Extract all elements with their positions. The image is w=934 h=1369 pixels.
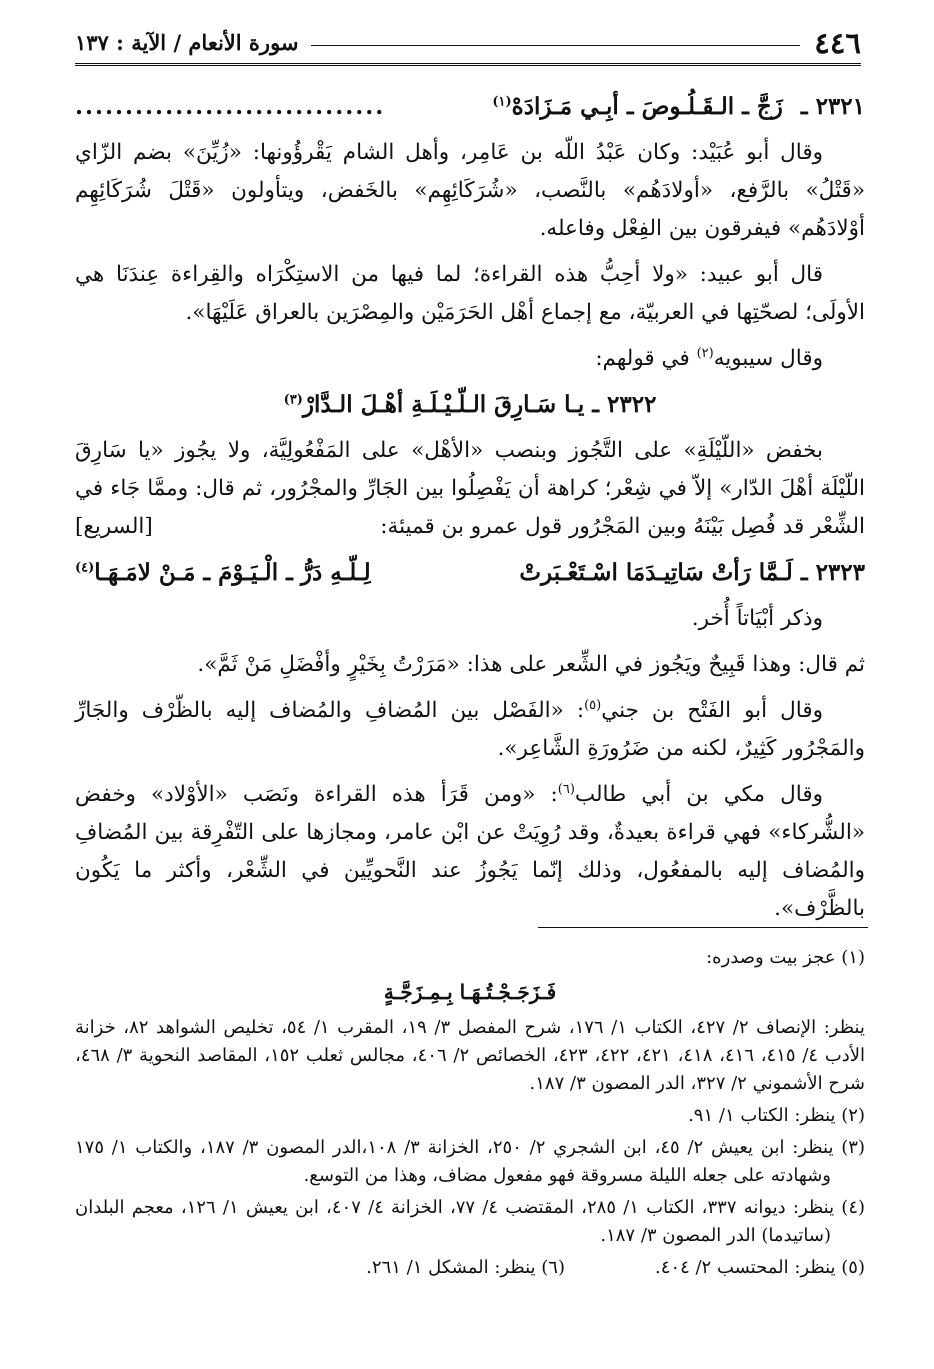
- verse-line: زَجَّ ـ الـقَـلُـوصَ ـ أبِـي مَـزَادَهْ: [511, 93, 783, 120]
- main-text: [75, 84, 865, 936]
- paragraph-text: : «ومن قَرَأ هذه القراءة ونَصَب «الأوْلاد» وخفض «الشُّركاء» فهي قراءة بعيدةٌ، وقد رُوِيَتْ عن ابْن عامر، ومجازها على التّفْرِقة بين المُضافِ والمُضاف إليه بالمفعُول، وذلك إنّما يَجُوزُ عند النَّحويِّين في الشِّعْر، وأكثر ما يَكُون بالظَّرْف».: [75, 782, 865, 921]
- paragraph: [75, 600, 865, 638]
- running-title: سورة الأنعام / الآية : ١٣٧: [75, 30, 299, 55]
- paragraph: [75, 134, 865, 248]
- footnote-ref[interactable]: (٤): [75, 560, 95, 576]
- footnote-ref[interactable]: (٣): [283, 392, 303, 408]
- footnote-5: (٥) ينظر: المحتسب ٢/ ٤٠٤.: [655, 1257, 865, 1278]
- paragraph-text: قال أبو عبيد: «ولا أحِبُّ هذه القراءة؛ لما فيها من الاستِكْرَاه والقِراءة عِندَنَا هي الأولَى؛ لصحّتِها في العربيّة، مع إجماع أهْل الحَرَمَيْن والمِصْرَين بالعراق عَلَيْهَا».: [75, 262, 865, 325]
- paragraph-text: وقال أبو الفَتْح بن جني: [601, 698, 823, 723]
- paragraph-text: في قولهم:: [595, 346, 697, 371]
- footnote-ref[interactable]: (١): [492, 94, 512, 110]
- verse-number: ٢٣٢١ ـ: [800, 93, 865, 120]
- paragraph-text: : «الفَصْل بين المُضافِ والمُضاف إليه بالظّرْف والجَارِّ والمَجْرُور كَثِيرٌ، لكنه من ضَرُورَةِ الشَّاعِر».: [75, 698, 865, 761]
- paragraph: [75, 432, 865, 546]
- verse-2322: [75, 386, 865, 424]
- verse-dots: ...............................: [75, 93, 386, 120]
- footnote-ref[interactable]: (٥): [584, 697, 602, 713]
- page-number: ٤٤٦: [814, 25, 861, 60]
- footnote-2: (٢) ينظر: الكتاب ١/ ٩١.: [688, 1105, 865, 1126]
- paragraph: [75, 692, 865, 768]
- page-header: [75, 22, 861, 66]
- footnote-separator: [538, 927, 868, 928]
- paragraph-text: وقال مكي بن أبي طالب: [574, 782, 823, 807]
- paragraph-text: وقال أبو عُبَيْد: وكان عَبْدُ اللّه بن عَامِر، وأهل الشام يَقْرؤُونها: «زُيِّنَ» بضم الزّاي «قَتْلُ» بالرَّفع، «أولادَهُم» بالنَّصب، «شُرَكَائِهِم» بالخَفض، ويتأولون «قَتْلَ شُرَكَائِهِم أوْلادَهُم» فيفرقون بين الفِعْل وفاعله.: [75, 140, 865, 241]
- paragraph-text: وقال سيبويه: [713, 346, 823, 371]
- paragraph: [75, 646, 865, 684]
- footnote-1-refs: ينظر: الإنصاف ٢/ ٤٢٧، الكتاب ١/ ١٧٦، شرح المفصل ٣/ ١٩، المقرب ١/ ٥٤، تخليص الشواهد ٨٢، خزانة الأدب ٤/ ٤١٥، ٤١٦، ٤١٨، ٤٢١، ٤٢٢، ٤٢٣، الخصائص ٢/ ٤٠٦، مجالس ثعلب ١٥٢، المقاصد النحوية ٣/ ٤٦٨، شرح الأشموني ٢/ ٣٢٧، الدر المصون ٣/ ١٨٧.: [75, 1017, 866, 1094]
- footnotes: [75, 944, 865, 1282]
- paragraph: [75, 776, 865, 928]
- footnote-ref[interactable]: (٢): [696, 345, 714, 361]
- footnote-6: (٦) ينظر: المشكل ١/ ٢٦١.: [366, 1257, 565, 1278]
- meter-label: [السريع]: [75, 514, 153, 539]
- footnote-4: (٤) ينظر: ديوانه ٣٣٧، الكتاب ١/ ٢٨٥، المقتضب ٤/ ٧٧، الخزانة ٤/ ٤٠٧، ابن يعيش ١/ ١٢٦، معجم البلدان (ساتيدما) الدر المصون ٣/ ١٨٧.: [75, 1197, 866, 1246]
- paragraph-text: ثم قال: وهذا قَبِيحٌ ويَجُوز في الشِّعر على هذا: «مَرَرْتُ بِخَيْرٍ وأفْضَلِ مَنْ ثَمَّ».: [197, 652, 865, 677]
- footnote-1-verse: فَـزَجَـجْـتُـهَـا بِـمِـزَجَّـةٍ: [383, 980, 557, 1004]
- paragraph-text: وذكر أبْيَاتاً أُخر.: [691, 606, 823, 631]
- verse-second-hemistich: [75, 554, 371, 592]
- verse-line: لِـلّـهِ دَرُّ ـ الْـيَـوْمَ ـ مَـنْ لامَـهَـا: [94, 559, 371, 586]
- paragraph: [75, 256, 865, 332]
- verse-text: [492, 88, 782, 126]
- verse-line: ٢٣٢٢ ـ يـا سَـارِقَ الـلّـيْـلَـةِ أهْـلَ الـدَّارْ: [302, 391, 657, 418]
- footnote-1-label: (١) عجز بيت وصدره:: [706, 947, 865, 968]
- verse-2321: [75, 88, 865, 126]
- paragraph: [75, 340, 865, 378]
- footnote-ref[interactable]: (٦): [557, 781, 575, 797]
- header-rule: [311, 45, 801, 46]
- verse-text: [284, 386, 657, 424]
- footnotes-5-6: [75, 1254, 865, 1282]
- verse-2323: [75, 554, 865, 592]
- footnote-3: (٣) ينظر: ابن يعيش ٢/ ٤٥، ابن الشجري ٢/ ٢٥٠، الخزانة ٣/ ١٠٨،الدر المصون ٣/ ١٨٧، والكتاب ١/ ١٧٥ وشهادته على جعله الليلة مسروقة فهو مفعول مضاف، وهذا من التوسع.: [75, 1137, 865, 1186]
- paragraph-text: بخفض «اللّيْلَةِ» على التَّجُوز وبنصب «الأهْل» على المَفْعُولِيَّة، ولا يجُوز «يا سَارِقَ اللّيْلَة أهْلَ الدّار» إلاّ في شِعْر؛ كراهة أن يَفْصِلُوا بين الجَارِّ والمجْرُور، ثم قال: وممَّا جَاء في الشِّعْر قد فُصِل بَيْنَهُ وبين المَجْرُور قول عمرو بن قميئة:: [75, 438, 865, 539]
- verse-first-hemistich: ٢٣٢٣ ـ لَـمَّا رَأتْ سَاتِيـدَمَا اسْـتَعْـبَرتْ: [519, 559, 865, 586]
